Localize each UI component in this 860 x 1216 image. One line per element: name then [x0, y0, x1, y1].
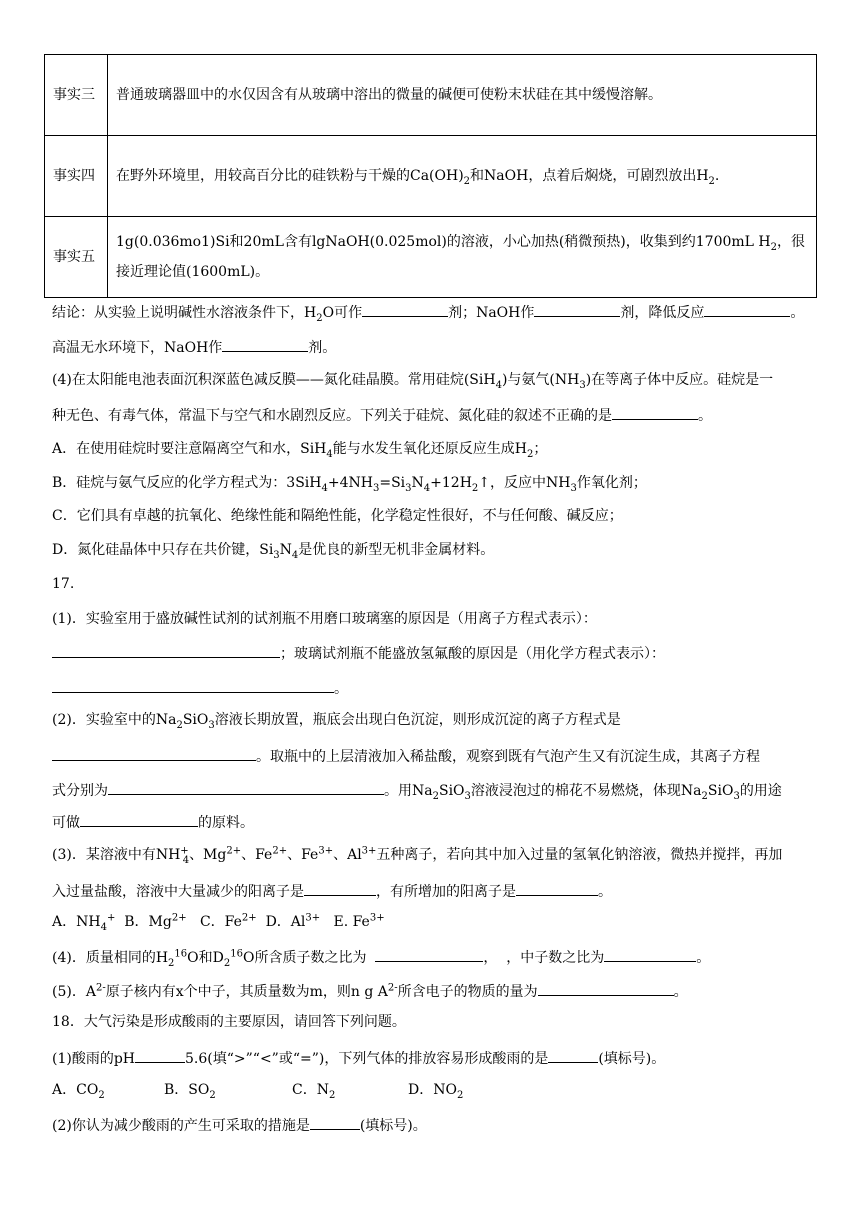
- answer-blank[interactable]: [604, 945, 696, 962]
- q4-option-a: A．在使用硅烷时要注意隔离空气和水，SiH$_4$能与水发生氧化还原反应生成$H_2$；: [52, 441, 548, 460]
- fact-text: 1g(0.036mo1)Si和20mL含有lgNaOH(0.025mol)的溶液，小心加热(稍微预热)，收集到约1700mL $H_2$，很接近理论值(1600mL)。: [108, 217, 817, 298]
- q17-part5: (5)．$A^{2-}$原子核内有x个中子，其质量数为m，则n g $A^{2-}$所含电子的物质的量为 。: [52, 979, 820, 1002]
- answer-blank[interactable]: [310, 1113, 360, 1130]
- q4-stem-line-1: (4)在太阳能电池表面沉积深蓝色减反膜——氮化硅晶膜。常用硅烷(SiH$_4$)与氨气$(NH_3)$在等离子体中反应。硅烷是一: [52, 372, 774, 391]
- fact-row: [45, 217, 817, 298]
- facts-table: [44, 54, 817, 298]
- option: B．$Mg^{2+}$: [124, 912, 187, 930]
- answer-blank[interactable]: [534, 300, 620, 317]
- answer-blank[interactable]: [362, 300, 448, 317]
- q17-part2-line-1: (2)．实验室中的$Na_2SiO_3$溶液长期放置，瓶底会出现白色沉淀，则形成沉淀的离子方程式是: [52, 712, 621, 731]
- answer-blank[interactable]: [548, 1046, 598, 1063]
- answer-blank[interactable]: [704, 300, 790, 317]
- q17-part1-line-3: 。: [52, 676, 820, 699]
- answer-blank[interactable]: [108, 778, 384, 795]
- option: A．$NH_4^+$: [52, 912, 116, 933]
- q4-option-c: C．它们具有卓越的抗氧化、绝缘性能和隔绝性能，化学稳定性很好，不与任何酸、碱反应；: [52, 508, 623, 524]
- option: E. $Fe^{3+}$: [333, 912, 385, 930]
- answer-blank[interactable]: [516, 879, 598, 896]
- q17-part1-line-1: (1)．实验室用于盛放碱性试剂的试剂瓶不用磨口玻璃塞的原因是（用离子方程式表示）：: [52, 611, 597, 627]
- q18-options: [52, 1080, 820, 1100]
- option: B．$SO_2$: [164, 1082, 216, 1101]
- q18-title: 18．大气污染是形成酸雨的主要原因，请回答下列问题。: [52, 1014, 406, 1030]
- answer-blank[interactable]: [612, 403, 698, 420]
- option: C．$Fe^{2+}$: [199, 912, 257, 930]
- option: C．$N_2$: [292, 1082, 336, 1101]
- q4-option-b: B．硅烷与氨气反应的化学方程式为：$3SiH_4+4NH_3=Si_3N_4+12H_2↑$，反应中$NH_3$作氧化剂；: [52, 475, 647, 494]
- fact-label: 事实五: [45, 217, 108, 298]
- answer-blank[interactable]: [52, 744, 256, 761]
- answer-blank[interactable]: [222, 335, 308, 352]
- answer-blank[interactable]: [304, 879, 376, 896]
- option: D．$Al^{3+}$: [265, 912, 321, 930]
- option: A．$CO_2$: [52, 1082, 105, 1101]
- answer-blank[interactable]: [375, 945, 483, 962]
- q18-part1: (1)酸雨的pH 5.6(填“>”“<”或“=”)，下列气体的排放容易形成酸雨的是 (填标号)。: [52, 1046, 820, 1069]
- fact-text: 普通玻璃器皿中的水仅因含有从玻璃中溶出的微量的碱便可使粉末状硅在其中缓慢溶解。: [108, 55, 817, 136]
- q18-part2: (2)你认为减少酸雨的产生可采取的措施是 (填标号)。: [52, 1113, 820, 1136]
- q4-stem-line-2: 种无色、有毒气体，常温下与空气和水剧烈反应。下列关于硅烷、氮化硅的叙述不正确的是 。: [52, 403, 820, 426]
- q17-part3-line-1: (3)．某溶液中有$NH^+_4$、$Mg^{2+}$、$Fe^{2+}$、$Fe^{3+}$、$Al^{3+}$五种离子，若向其中加入过量的氢氧化钠溶液，微热并搅拌，再加: [52, 845, 783, 866]
- conclusion-line-2: 高温无水环境下，NaOH作 剂。: [52, 335, 820, 358]
- q17-part4: (4)．质量相同的$H_2^{16}O$和$D_2^{16}O$所含质子数之比为 ， ，中子数之比为 。: [52, 945, 820, 968]
- q17-part1-line-2: ；玻璃试剂瓶不能盛放氢氟酸的原因是（用化学方程式表示）：: [52, 641, 820, 664]
- answer-blank[interactable]: [52, 676, 334, 693]
- q17-part2-line-4: 可做 的原料。: [52, 810, 820, 833]
- fact-label: 事实三: [45, 55, 108, 136]
- fact-label: 事实四: [45, 136, 108, 217]
- q17-number: 17.: [52, 576, 75, 592]
- answer-blank[interactable]: [135, 1046, 185, 1063]
- conclusion-line-1: 结论：从实验上说明碱性水溶液条件下，$H_2O$可作 剂；NaOH作 剂，降低反应 。: [52, 300, 820, 323]
- q17-part2-line-3: 式分别为 。用$Na_2SiO_3$溶液浸泡过的棉花不易燃烧，体现$Na_2SiO_3$的用途: [52, 778, 820, 801]
- option: D．$NO_2$: [408, 1082, 464, 1101]
- q4-option-d: D．氮化硅晶体中只存在共价键，$Si_3N_4$是优良的新型无机非金属材料。: [52, 542, 495, 561]
- q17-part3-options: [52, 912, 820, 932]
- fact-row: [45, 55, 817, 136]
- answer-blank[interactable]: [52, 641, 280, 658]
- fact-text: 在野外环境里，用较高百分比的硅铁粉与干燥的$Ca(OH)_2$和NaOH，点着后焖烧，可剧烈放出$H_2$.: [108, 136, 817, 217]
- answer-blank[interactable]: [80, 810, 198, 827]
- q17-part2-line-2: 。取瓶中的上层清液加入稀盐酸，观察到既有气泡产生又有沉淀生成，其离子方程: [52, 744, 820, 767]
- answer-blank[interactable]: [538, 979, 674, 996]
- q17-part3-line-2: 入过量盐酸，溶液中大量减少的阳离子是 ，有所增加的阳离子是 。: [52, 879, 820, 902]
- fact-row: [45, 136, 817, 217]
